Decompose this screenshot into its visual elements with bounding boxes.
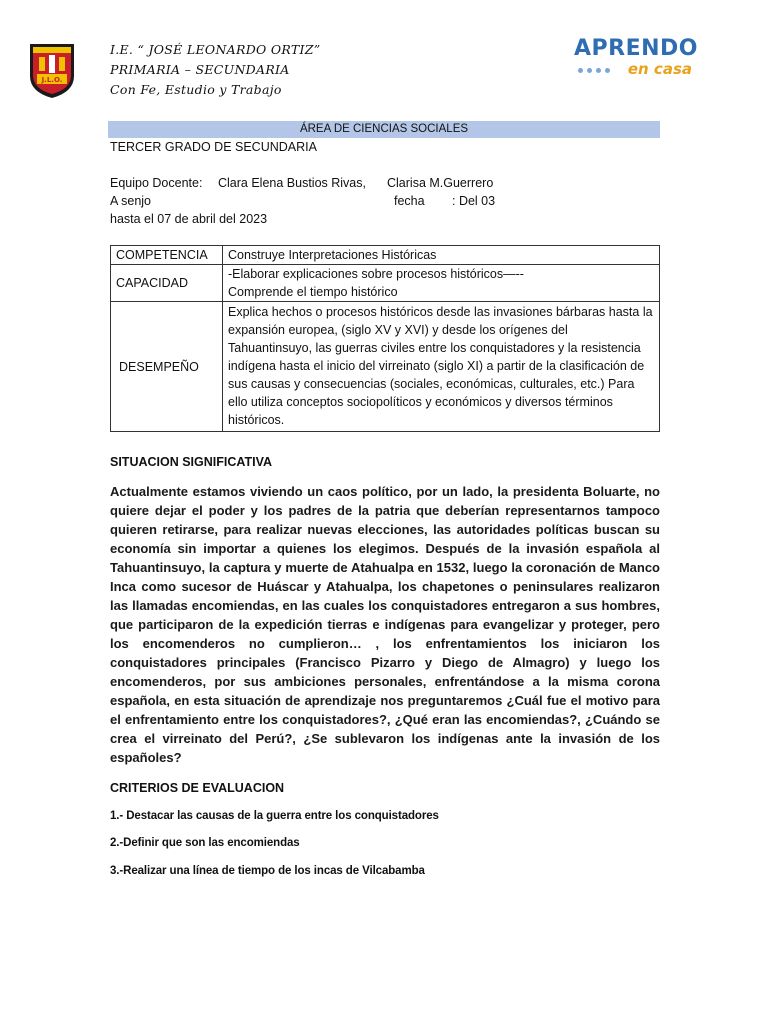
team-line xyxy=(110,176,660,192)
school-heading xyxy=(110,40,320,100)
desempeno-value: Explica hechos o procesos históricos desde las invasiones bárbaras hasta la expansión europea, (siglo XV y XVI) y desde los orígenes del Tahuantinsuyo, las guerras civiles entre los conquistadores y la resistencia indígena hasta el inicio del virreinato (siglo XI) a partir de la clasificación de sus causas y consecuencias (sociales, económicas, culturales, etc.) Para ello utiliza conceptos sociopolíticos y económicos y diversos términos históricos. xyxy=(223,302,660,432)
aprendo-en-casa-logo xyxy=(574,36,698,82)
grade-line: TERCER GRADO DE SECUNDARIA xyxy=(110,140,317,154)
situacion-paragraph: Actualmente estamos viviendo un caos político, por un lado, la presidenta Boluarte, no quiere dejar el poder y los padres de la patria que deberían representarnos tampoco quieren retirarse, para realizar nuevas elecciones, las autoridades políticas buscan su economía sin importar a quienes los elegimos. Después de la invasión española al Tahuantinsuyo, la captura y muerte de Atahualpa en 1532, luego la coronación de Manco Inca como sucesor de Huáscar y Atahualpa, los chapetones o peninsulares realizaron las llamadas encomiendas, en las cuales los conquistadores entregaron a sus hombres, que participaron de la expedición tierras e indígenas para evangelizar y proteger, pero los encomenderos no cumplieron… , los enfrentamientos los iniciaron los conquistadores principales (Francisco Pizarro y Diego de Almagro) y luego los encomenderos, por sus ambiciones personales, enfrentándose a la misma corona española, en esta situación de aprendizaje nos preguntaremos ¿Cuál fue el motivo para el enfrentamiento entre los conquistadores?, ¿Qué eran las encomiendas?, ¿Cuándo se crea el virreinato del Perú?, ¿Se sublevaron los indígenas ante la invasión de los españoles? xyxy=(110,484,660,765)
school-shield-logo xyxy=(28,42,76,100)
capacidad-line-2: Comprende el tiempo histórico xyxy=(228,285,398,299)
fecha-label: fecha xyxy=(394,194,425,208)
team-names-2: Clarisa M.Guerrero xyxy=(387,176,494,190)
criterio-item: 1.- Destacar las causas de la guerra entre los conquistadores xyxy=(110,810,439,822)
criterios-title: CRITERIOS DE EVALUACION xyxy=(110,781,285,795)
school-name: I.E. “ JOSÉ LEONARDO ORTIZ” xyxy=(110,42,321,57)
school-motto: Con Fe, Estudio y Trabajo xyxy=(110,82,282,97)
team-names: Clara Elena Bustios Rivas, xyxy=(218,176,366,190)
competencia-label: COMPETENCIA xyxy=(111,246,223,265)
svg-text:J.L.O.: J.L.O. xyxy=(41,76,63,84)
area-title-bar: ÁREA DE CIENCIAS SOCIALES xyxy=(108,121,660,138)
capacidad-cell xyxy=(223,265,660,302)
table-row xyxy=(111,246,660,265)
criterio-item: 2.-Definir que son las encomiendas xyxy=(110,837,300,849)
logo-dots xyxy=(578,68,610,73)
situacion-title: SITUACION SIGNIFICATIVA xyxy=(110,455,273,469)
criterio-item: 3.-Realizar una línea de tiempo de los incas de Vilcabamba xyxy=(110,865,425,877)
school-levels: PRIMARIA – SECUNDARIA xyxy=(110,62,290,77)
fecha-value: : Del 03 xyxy=(452,194,496,208)
table-row xyxy=(111,302,660,432)
capacidad-line-1: -Elaborar explicaciones sobre procesos históricos—-- xyxy=(228,267,524,281)
desempeno-label: DESEMPEÑO xyxy=(111,302,223,432)
logo-en-casa-text: en casa xyxy=(627,60,692,78)
line-a-text: A senjo xyxy=(110,194,152,208)
date-line-1 xyxy=(110,194,660,210)
table-row xyxy=(111,265,660,302)
competencia-value: Construye Interpretaciones Históricas xyxy=(223,246,660,265)
logo-aprendo-text: APRENDO xyxy=(574,36,698,61)
date-line-2: hasta el 07 de abril del 2023 xyxy=(110,212,268,226)
team-label: Equipo Docente: xyxy=(110,176,203,190)
competency-table xyxy=(110,245,660,432)
capacidad-label: CAPACIDAD xyxy=(111,265,223,302)
